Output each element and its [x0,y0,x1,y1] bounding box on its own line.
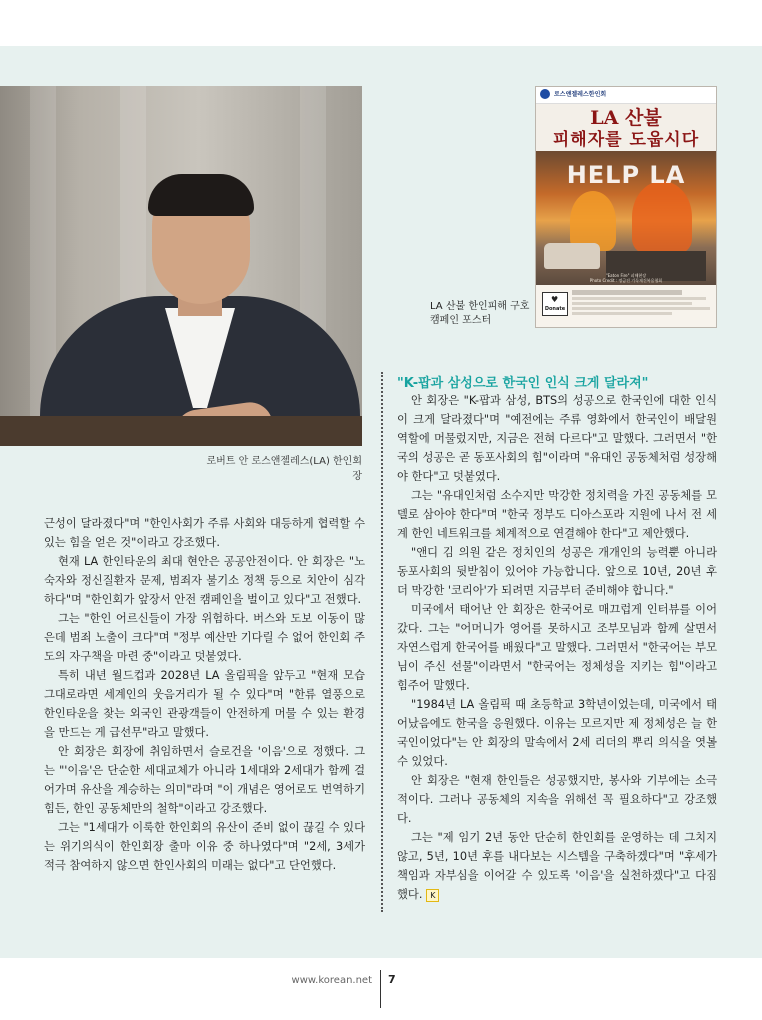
article-paragraph: 그는 "한인 어르신들이 가장 위험하다. 버스와 도보 이동이 많은데 범죄 노출이 크다"며 "정부 예산만 기다릴 수 없어 한인회 주도의 자구책을 마련 중"이라고 덧붙였다. [44,612,365,663]
article-paragraph: 현재 LA 한인타운의 최대 현안은 공공안전이다. 안 회장은 "노숙자와 정신질환자 문제, 범죄자 불기소 정책 등으로 치안이 심각하다"며 "한인회가 앞장서 안전 캠페인을 벌이고 있다"고 전했다. [44,555,365,606]
flame-shape [570,191,616,251]
poster-help-text: HELP LA [566,161,686,189]
photo-caption: 로버트 안 로스앤젤레스(LA) 한인회장 [206,456,362,482]
column-divider [381,372,383,912]
article-paragraph: 그는 "유대인처럼 소수지만 막강한 정치력을 가진 공동체를 모델로 삼아야 한다"며 "한국 정부도 디아스포라 지원에 나서 전 세계 한인 네트워크를 체계적으로 연결해야 한다"고 제안했다. [397,489,717,540]
footer-url: www.korean.net [291,975,372,986]
page-number: 7 [388,973,396,986]
poster-donate-box [542,292,568,316]
footer-divider [380,970,381,1008]
poster-donate-label: Donate [544,306,566,312]
poster-caption-line1: LA 산불 한인피해 구호 [430,301,530,312]
poster-credit-line1: "Eaton Fire" 피해현장 [605,273,647,278]
article-paragraph: "1984년 LA 올림픽 때 초등학교 3학년이었는데, 미국에서 태어났음에도 한국을 응원했다. 이유는 모르지만 제 정체성은 늘 한국인이었다"는 안 회장의 말속에서 2세 리더의 뿌리 의식을 엿볼 수 있었다. [397,698,717,768]
car-shape [544,243,600,269]
poster-caption [430,300,530,328]
article-paragraph-text: 그는 "제 임기 2년 동안 단순히 한인회를 운영하는 데 그치지 않고, 5년, 10년 후를 내다보는 시스템을 구축하겠다"며 "후세가 책임과 자부심을 이어갈 수 있도록 '이음'을 실천하겠다"고 다짐했다. [397,831,717,901]
section-heading: "K-팝과 삼성으로 한국인 인식 크게 달라져" [397,376,649,391]
poster-caption-line2: 캠페인 포스터 [430,315,492,326]
poster-fine-print [572,289,712,317]
article-right-column [397,391,717,904]
article-paragraph: 근성이 달라졌다"며 "한인사회가 주류 사회와 대등하게 협력할 수 있는 힘을 얻은 것"이라고 강조했다. [44,517,365,549]
flame-shape [632,181,692,253]
top-band [0,0,762,46]
interview-photo [0,86,362,446]
article-left-column [44,514,365,875]
article-paragraph: 특히 내년 월드컵과 2028년 LA 올림픽을 앞두고 "현재 모습 그대로라면 세계인의 웃음거리가 될 수 있다"며 "한류 열풍으로 한인타운을 찾는 외국인 관광객들이 안전하게 머물 수 있는 환경을 만드는 게 급선무"라고 말했다. [44,669,365,739]
heart-hand-icon: ♥ [551,295,559,304]
poster-title [536,107,716,151]
article-paragraph: 미국에서 태어난 안 회장은 한국어로 매끄럽게 인터뷰를 이어갔다. 그는 "어머니가 영어를 못하시고 조부모님과 함께 살면서 자연스럽게 한국어를 배웠다"고 말했다. 그러면서 "한국어는 부모님이 주신 선물"이라면서 "한국어는 정체성을 지키는 힘"이라고 힘주어 말했다. [397,603,717,692]
footer-band [0,958,762,1020]
end-mark-icon: K [426,889,439,902]
article-paragraph: 안 회장은 회장에 취임하면서 슬로건을 '이음'으로 정했다. 그는 "'이음'은 단순한 세대교체가 아니라 1세대와 2세대가 함께 걸어가며 유산을 계승하는 의미"라며 "이 개념은 영어로도 번역하기 힘든, 한인 공동체만의 철학"이라고 강조했다. [44,745,365,815]
article-paragraph: "앤디 김 의원 같은 정치인의 성공은 개개인의 능력뿐 아니라 동포사회의 뒷받침이 있어야 가능합니다. 앞으로 10년, 20년 후 더 막강한 '코리아'가 되려면 지금부터 준비해야 합니다." [397,546,717,597]
article-paragraph: 안 회장은 "K-팝과 삼성, BTS의 성공으로 한국인에 대한 인식이 크게 달라졌다"며 "예전에는 주류 영화에서 한국인이 배달원 역할에 머물렀지만, 지금은 전혀 다르다"고 말했다. 그러면서 "한국의 성공은 곧 동포사회의 힘"이라며 "유대인 공동체처럼 성장해야 한다"고 덧붙였다. [397,394,717,483]
poster-title-line2: 피해자를 도웁시다 [552,130,700,150]
campaign-poster [535,86,717,328]
wildfire-photo [536,151,716,285]
poster-header-bar [536,87,716,104]
article-final-paragraph [397,828,717,904]
poster-credit [536,273,716,283]
poster-credit-line2: Photo Credit : 정금진 기독재건복음협회 [589,278,663,283]
org-logo-icon [540,89,550,99]
poster-org-name: 로스앤젤레스한인회 [554,91,607,98]
photo-table [0,416,362,446]
article-paragraph: 안 회장은 "현재 한인들은 성공했지만, 봉사와 기부에는 소극적이다. 그러나 공동체의 지속을 위해선 꼭 필요하다"고 강조했다. [397,774,717,825]
article-paragraph: 그는 "1세대가 이룩한 한인회의 유산이 준비 없이 끊길 수 있다는 위기의식이 한인회장 출마 이유 중 하나였다"며 "2세, 3세가 적극 참여하지 않으면 한인사회의 미래는 없다"고 단언했다. [44,821,365,872]
poster-title-line1: LA 산불 [590,107,662,129]
photo-hair [148,174,254,216]
